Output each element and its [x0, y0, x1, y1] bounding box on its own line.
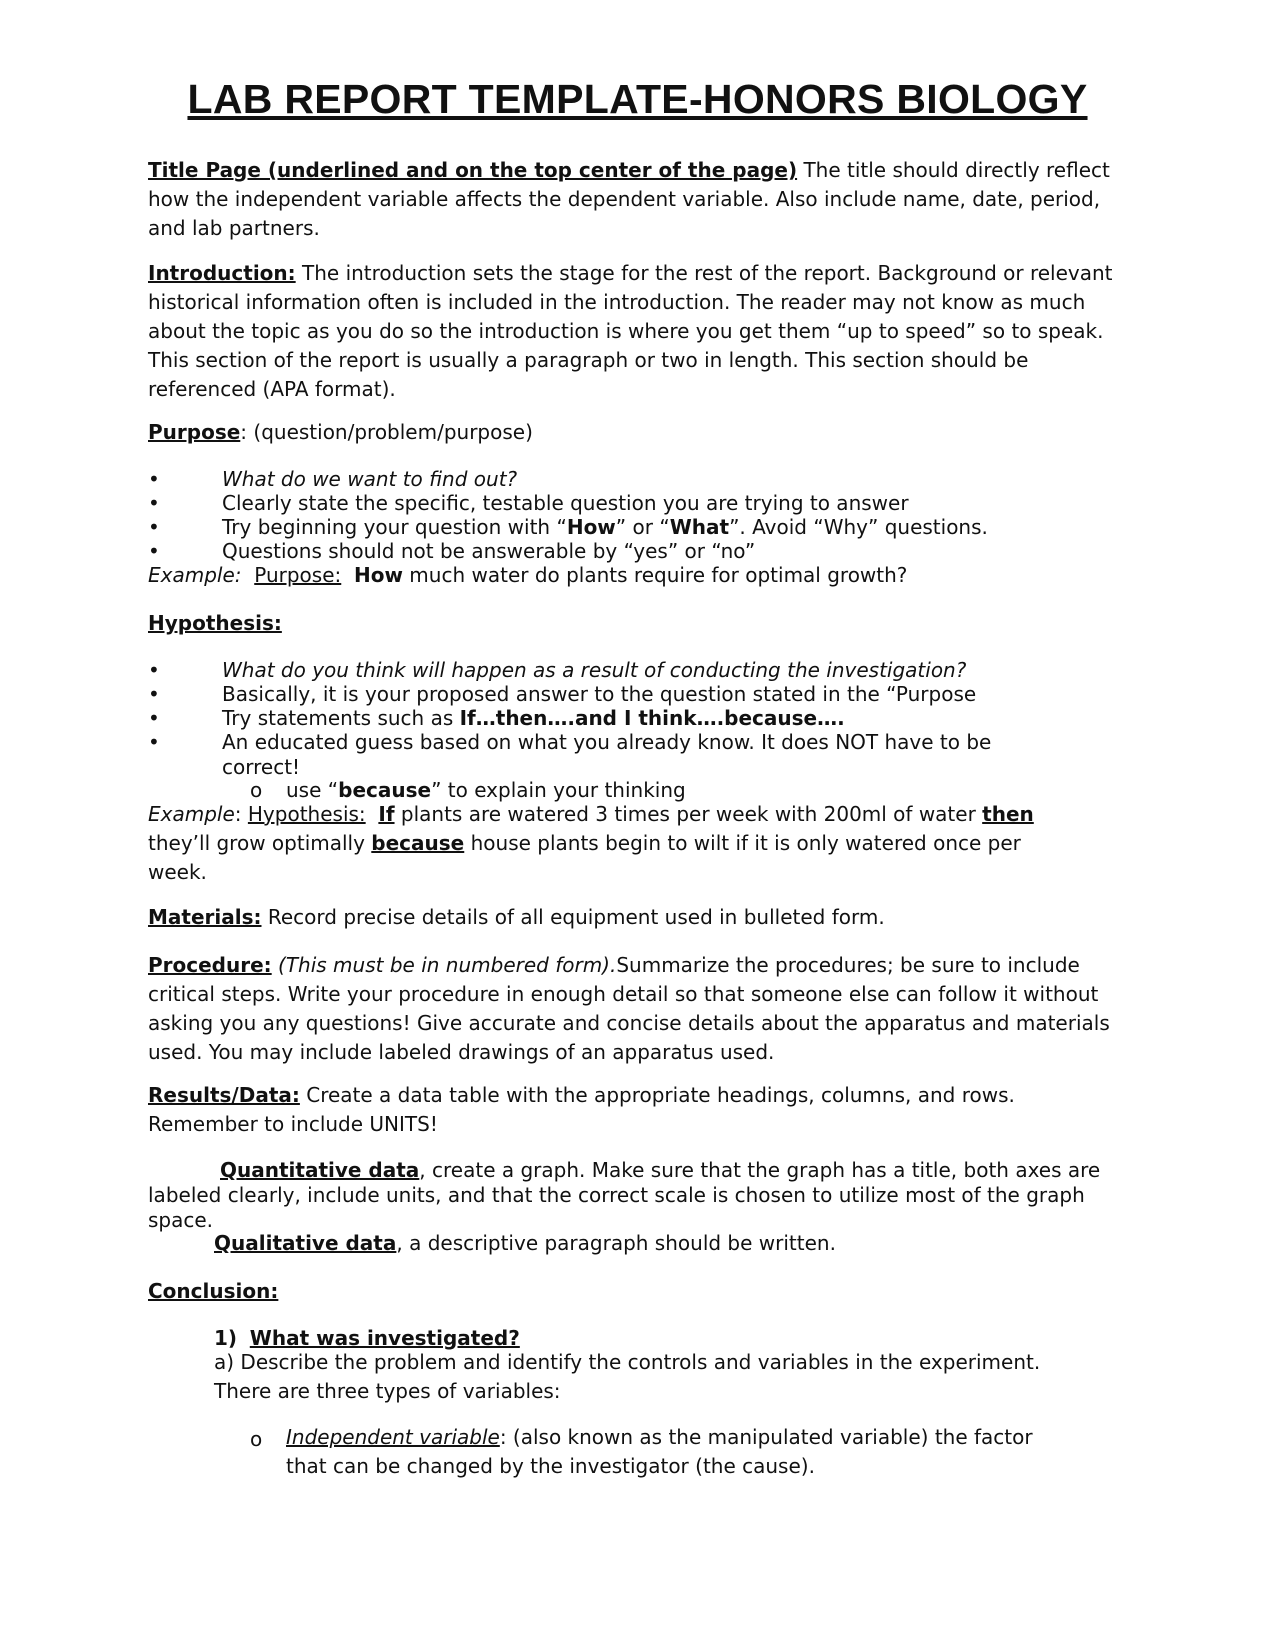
introduction-text: The introduction sets the stage for the rest of the report. Background or relevant historical information often is included in the introduction. The reader may not know as much about the topic as you do so the introduction is where you get them “up to speed” so to speak. This section of the report is usually a paragraph or two in length. This section should be referenced (APA format). — [148, 261, 1113, 401]
hypothesis-example-mid: plants are watered 3 times per week with 200ml of water — [394, 802, 983, 826]
conclusion-label: Conclusion: — [148, 1279, 279, 1303]
bullet-icon: • — [148, 706, 160, 730]
purpose-bullet-3-a: Try beginning your question with “ — [222, 515, 567, 539]
purpose-example-how: How — [353, 563, 403, 587]
independent-variable-item — [286, 1423, 1056, 1481]
procedure-section — [148, 951, 1128, 1067]
hypothesis-bullet-3-bold: If…then….and I think….because…. — [459, 706, 845, 730]
title-page-label: Title Page (underlined and on the top center of the page) — [148, 158, 798, 182]
introduction-label: Introduction: — [148, 261, 296, 285]
hypothesis-example-line2-a: they’ll grow optimally — [148, 831, 372, 855]
conclusion-item-1-label: What was investigated? — [249, 1326, 520, 1350]
hypothesis-sub-bullet-icon: o — [250, 778, 263, 802]
purpose-bullet-3-c: ”. Avoid “Why” questions. — [729, 515, 988, 539]
bullet-icon: • — [148, 730, 160, 754]
purpose-bullet-2-text: Clearly state the specific, testable question you are trying to answer — [222, 491, 909, 515]
hypothesis-example — [148, 800, 1128, 887]
page-title: LAB REPORT TEMPLATE-HONORS BIOLOGY — [187, 76, 1088, 122]
qualitative-paragraph — [214, 1231, 1128, 1256]
materials-section — [148, 903, 1128, 932]
conclusion-item-1-num: 1) — [214, 1326, 238, 1350]
hypothesis-example-hyp: Hypothesis: — [247, 802, 366, 826]
purpose-bullet-1-text: What do we want to find out? — [222, 467, 518, 491]
procedure-italic: (This must be in numbered form). — [271, 953, 617, 977]
hypothesis-example-label: Example — [148, 802, 235, 826]
hypothesis-example-line3: week. — [148, 860, 207, 884]
title-page-section — [148, 156, 1128, 243]
bullet-icon: • — [148, 491, 160, 515]
results-label: Results/Data: — [148, 1083, 300, 1107]
bullet-icon: • — [148, 682, 160, 706]
hypothesis-bullet-2-text: Basically, it is your proposed answer to the question stated in the “Purpose — [222, 682, 977, 706]
conclusion-sub-bullet-icon: o — [250, 1427, 263, 1451]
purpose-suffix: : (question/problem/purpose) — [240, 420, 533, 444]
hypothesis-example-if: If — [378, 802, 395, 826]
hypothesis-example-colon: : — [234, 802, 248, 826]
purpose-bullet-4-text: Questions should not be answerable by “yes” or “no” — [222, 539, 756, 563]
introduction-section — [148, 259, 1128, 404]
hypothesis-bullet-1-text: What do you think will happen as a result of conducting the investigation? — [222, 658, 967, 682]
materials-text: Record precise details of all equipment used in bulleted form. — [261, 905, 885, 929]
hypothesis-sub-a: use “ — [286, 778, 339, 802]
purpose-label: Purpose — [148, 420, 241, 444]
hypothesis-sub-b: ” to explain your thinking — [431, 778, 686, 802]
bullet-icon: • — [148, 467, 160, 491]
hypothesis-bullet-4-text: An educated guess based on what you already know. It does NOT have to be correct! — [222, 730, 992, 779]
qualitative-label: Qualitative data — [214, 1231, 397, 1255]
procedure-text: Summarize the procedures; be sure to include critical steps. Write your procedure in enough detail so that someone else can follow it without asking you any questions! Give accurate and concise details about the apparatus and materials used. You may include labeled drawings of an apparatus used. — [148, 953, 1110, 1064]
quantitative-text: , create a graph. Make sure that the graph has a title, both axes are labeled clearly, include units, and that the correct scale is chosen to utilize most of the graph space. — [148, 1158, 1101, 1232]
independent-variable-label: Independent variable — [286, 1425, 500, 1449]
quantitative-paragraph — [148, 1158, 1128, 1233]
purpose-example-purpose: Purpose: — [254, 563, 342, 587]
results-section — [148, 1081, 1128, 1139]
hypothesis-bullet-3-a: Try statements such as — [222, 706, 460, 730]
bullet-icon: • — [148, 539, 160, 563]
independent-variable-text: : (also known as the manipulated variable) the factor that can be changed by the investigator (the cause). — [286, 1425, 1033, 1478]
hypothesis-sub-bold: because — [338, 778, 432, 802]
purpose-example-label: Example: — [148, 563, 242, 587]
hypothesis-example-because: because — [371, 831, 465, 855]
results-text: Create a data table with the appropriate headings, columns, and rows. Remember to include UNITS! — [148, 1083, 1015, 1136]
purpose-example-rest: much water do plants require for optimal growth? — [402, 563, 908, 587]
hypothesis-heading — [148, 609, 1128, 638]
quantitative-label: Quantitative data — [220, 1158, 420, 1182]
purpose-bullet-3-b: ” or “ — [615, 515, 670, 539]
bullet-icon: • — [148, 515, 160, 539]
bullet-icon: • — [148, 658, 160, 682]
title-page-text: The title should directly reflect how the independent variable affects the dependent variable. Also include name, date, period, and lab partners. — [148, 158, 1110, 240]
materials-label: Materials: — [148, 905, 262, 929]
conclusion-heading — [148, 1277, 1128, 1306]
hypothesis-example-line2-b: house plants begin to wilt if it is only watered once per — [464, 831, 1021, 855]
conclusion-item-1-a: a) Describe the problem and identify the controls and variables in the experiment. There are three types of variables: — [214, 1350, 1041, 1403]
purpose-bullet-3-what: What — [669, 515, 730, 539]
hypothesis-example-then: then — [982, 802, 1034, 826]
procedure-label: Procedure: — [148, 953, 272, 977]
qualitative-text: , a descriptive paragraph should be written. — [396, 1231, 836, 1255]
hypothesis-label: Hypothesis: — [148, 611, 282, 635]
purpose-example — [148, 563, 1128, 588]
purpose-heading — [148, 418, 1128, 447]
purpose-bullet-3-how: How — [566, 515, 616, 539]
